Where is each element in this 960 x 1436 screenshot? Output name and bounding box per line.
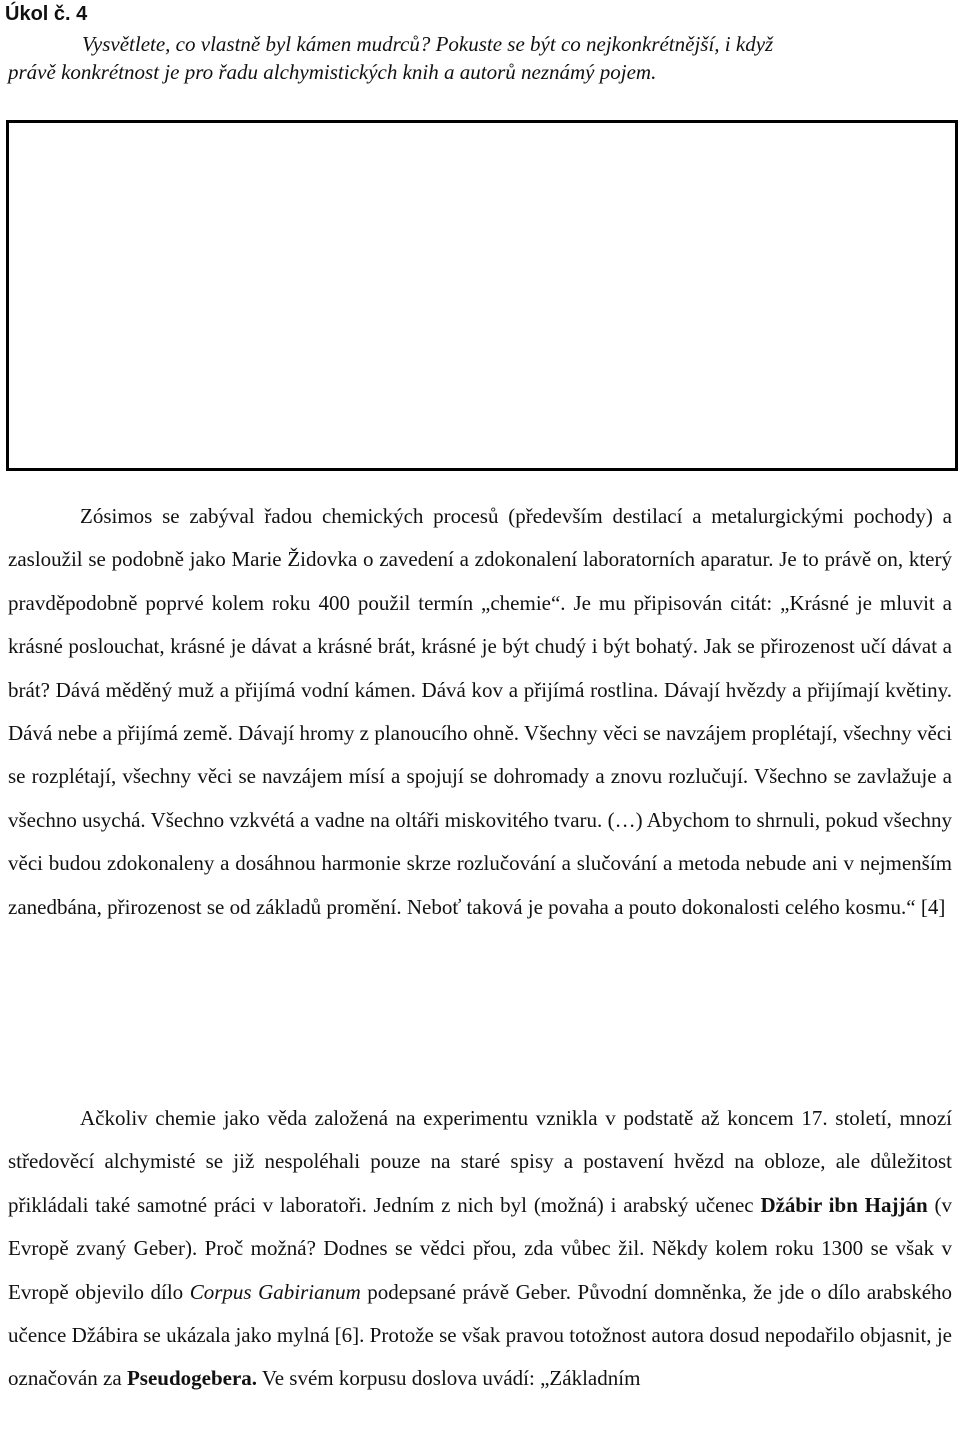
paragraph-geber xyxy=(8,1097,952,1401)
paragraph-geber-text-1: Ačkoliv chemie jako věda založená na experimentu vznikla v podstatě až koncem 17. století, mnozí středověcí alchymisté se již nespoléhali pouze na staré spisy a postavení hvězd na obloze, ale důležitost přikládali také samotné práci v laboratoři. Jedním z nich byl (možná) i arabský učenec xyxy=(8,1106,952,1217)
task-question xyxy=(8,30,952,86)
paragraph-geber-text-4: Ve svém korpusu doslova uvádí: „Základním xyxy=(257,1366,641,1391)
paragraph-geber-text-3: podepsané právě Geber. Původní domněnka, že jde o dílo arabského učence Džábira se ukázala jako mylná [6]. Protože se však pravou totožnost autora dosud nepodařilo objasnit, je označován za xyxy=(8,1279,953,1391)
work-title-italic: Corpus Gabirianum xyxy=(189,1279,361,1304)
paragraph-zosimos: Zósimos se zabýval řadou chemických procesů (především destilací a metalurgickými pochody) a zasloužil se podobně jako Marie Židovka o zavedení a zdokonalení laboratorních aparatur. Je to právě on, který pravděpodobně poprvé kolem roku 400 použil termín „chemie“. Je mu připisován citát: „Krásné je mluvit a krásné poslouchat, krásné je dávat a krásné brát, krásné je být chudý i být bohatý. Jak se přirozenost učí dávat a brát? Dává měděný muž a přijímá vodní kámen. Dává kov a přijímá rostlina. Dávají hvězdy a přijímají květiny. Dává nebe a přijímá země. Dávají hromy z planoucího ohně. Všechny věci se navzájem proplétají, všechny věci se rozplétají, všechny věci se navzájem mísí a spojují se dohromady a znovu rozlučují. Všechno se zavlažuje a všechno usychá. Všechno vzkvétá a vadne na oltáři miskovitého tvaru. (…) Abychom to shrnuli, pokud všechny věci budou zdokonaleny a dosáhnou harmonie skrze rozlučování a slučování a metoda nebude ani v nejmenším zanedbána, přirozenost se od základů promění. Neboť taková je povaha a pouto dokonalosti celého kosmu.“ [4] xyxy=(8,504,952,919)
task-heading: Úkol č. 4 xyxy=(5,3,88,25)
paragraph-geber-text-2: (v Evropě zvaný Geber). Proč možná? Dodnes se vědci přou, zda vůbec žil. Někdy kolem roku 1300 se však v Evropě objevilo dílo xyxy=(8,1192,952,1304)
name-dzabir-bold: Džábir ibn Hajján xyxy=(760,1192,928,1217)
task-question-line-2: právě konkrétnost je pro řadu alchymistických knih a autorů neznámý pojem. xyxy=(8,60,657,84)
answer-box[interactable] xyxy=(6,120,958,471)
pseudogeber-bold: Pseudogebera. xyxy=(126,1366,258,1391)
task-question-line-1: Vysvětlete, co vlastně byl kámen mudrců? Pokuste se být co nejkonkrétnější, i když xyxy=(82,32,774,56)
